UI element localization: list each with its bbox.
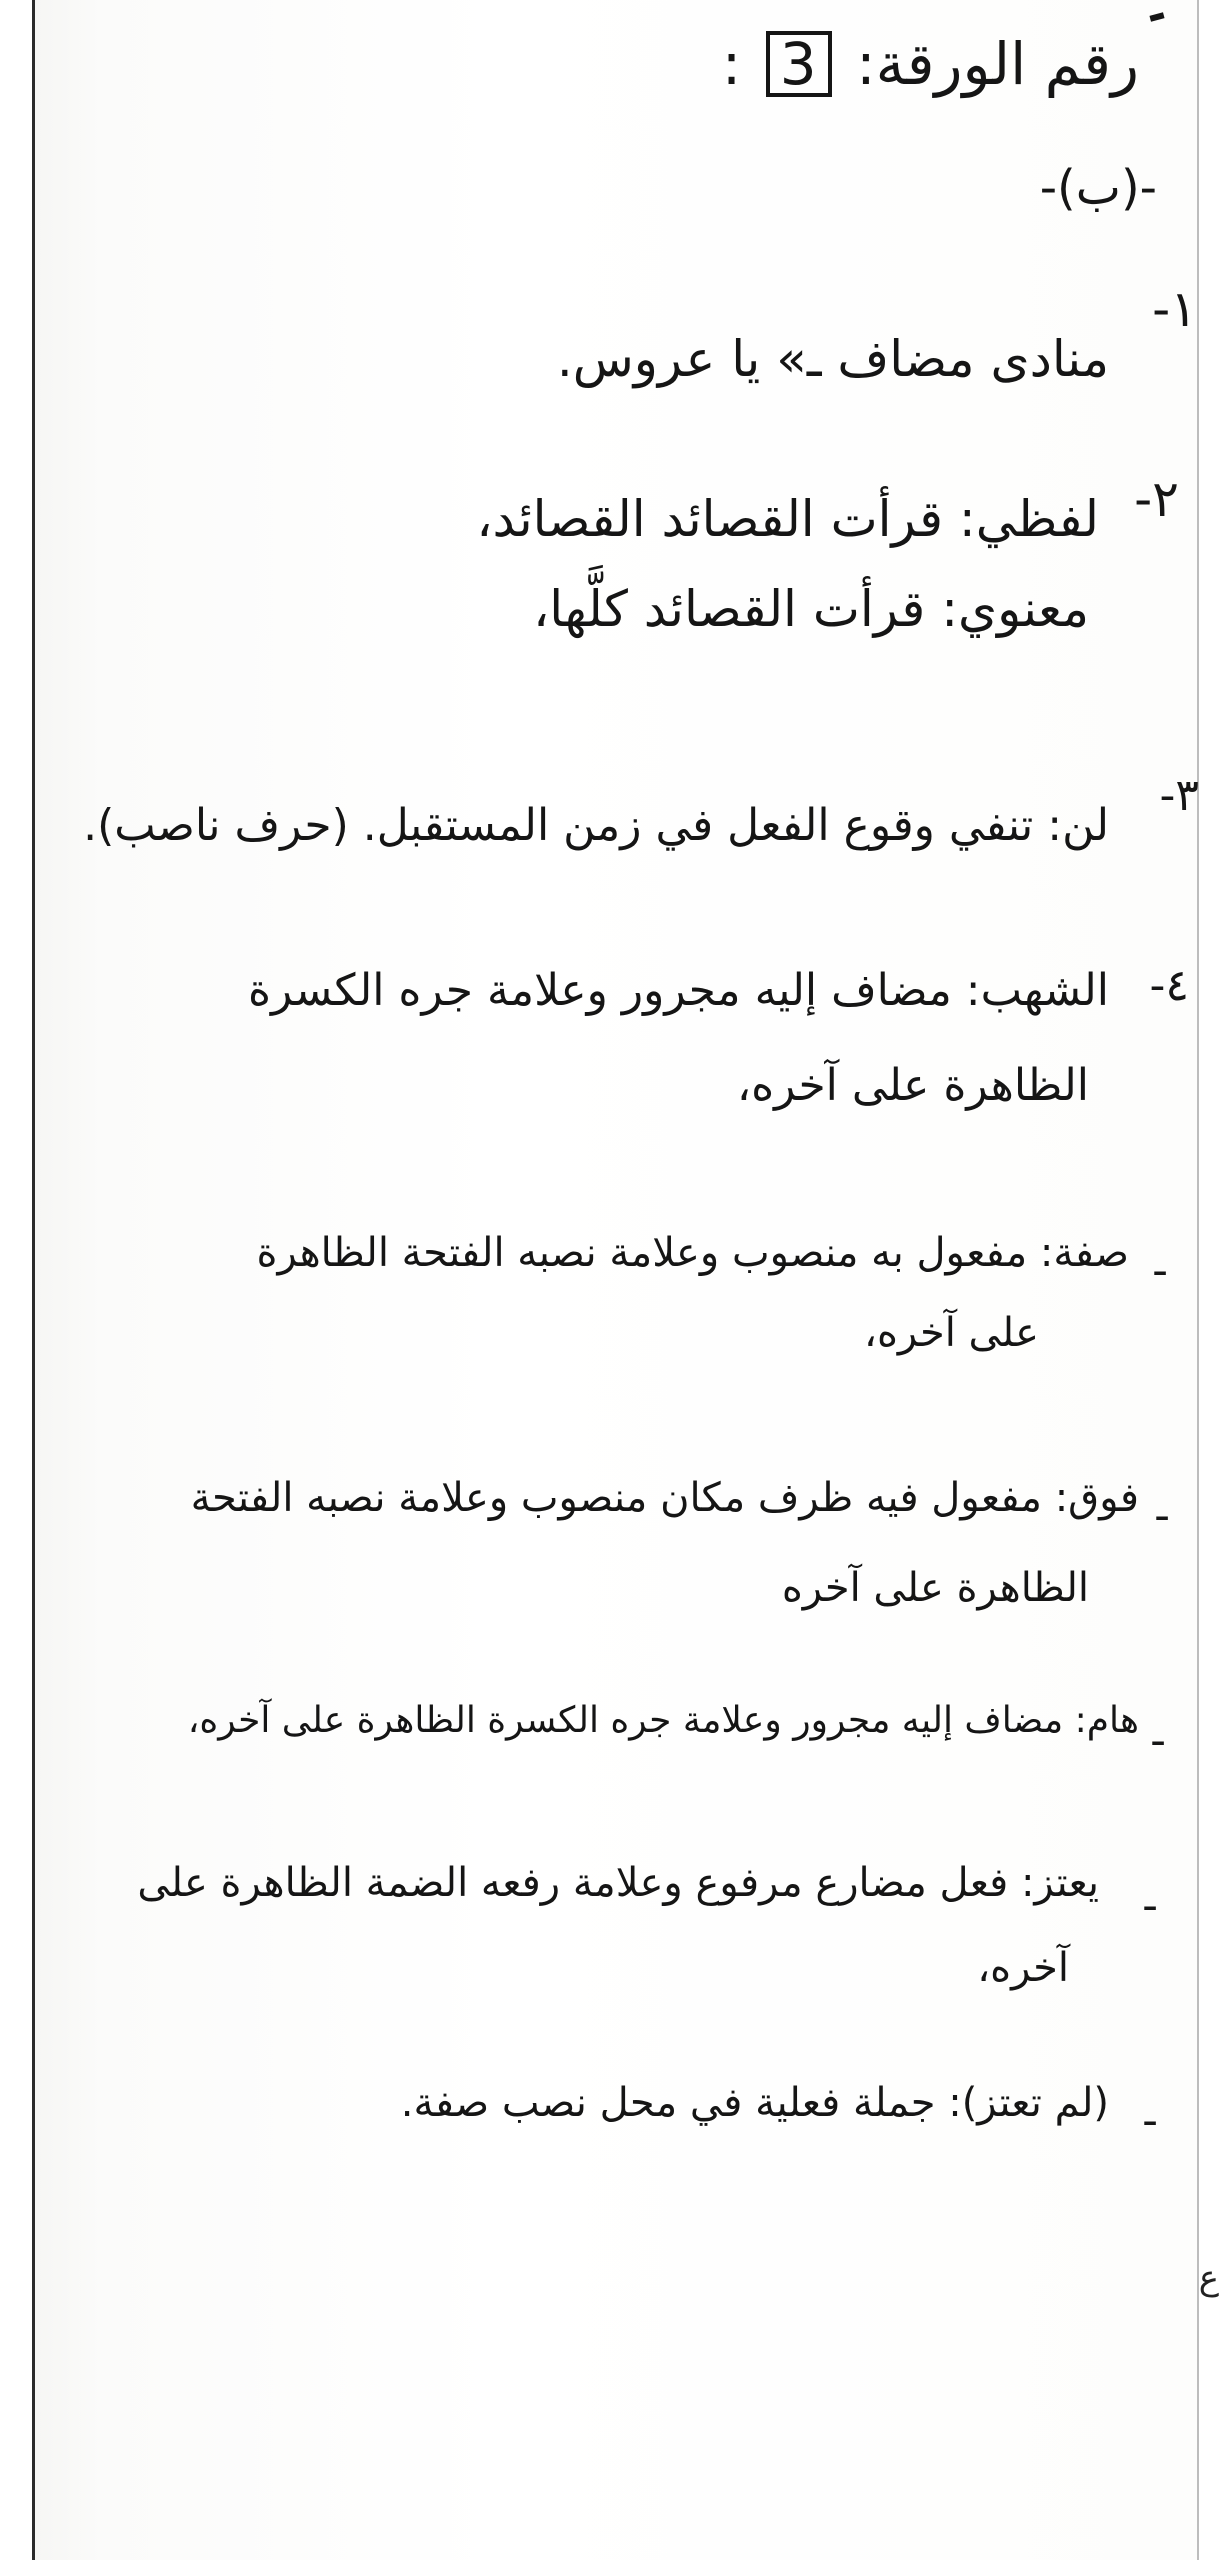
sheet-number-line bbox=[722, 30, 1139, 98]
item-7-text: هام: مضاف إليه مجرور وعلامة جره الكسرة الظاهرة على آخره، bbox=[187, 1700, 1139, 1741]
item-1-number: ١- bbox=[1152, 280, 1197, 338]
item-2-number: ٢- bbox=[1134, 470, 1179, 528]
item-3-text: لن: تنفي وقوع الفعل في زمن المستقبل. (حرف ناصب). bbox=[83, 800, 1109, 851]
paper-left-edge bbox=[32, 0, 35, 2560]
item-8-line-2: آخره، bbox=[977, 1945, 1069, 1991]
item-3-number: ٣- bbox=[1159, 770, 1199, 821]
item-6-line-1: فوق: مفعول فيه ظرف مكان منصوب وعلامة نصبه الفتحة bbox=[190, 1475, 1139, 1521]
paper-right-edge bbox=[1197, 0, 1199, 2560]
item-5-dash: - bbox=[1152, 1245, 1169, 1296]
item-2-verbal: لفظي: قرأت القصائد القصائد، bbox=[476, 490, 1099, 548]
sheet-number-box: 3 bbox=[766, 31, 832, 97]
sheet-number-suffix: : bbox=[721, 30, 742, 98]
item-8-dash: - bbox=[1142, 1880, 1159, 1931]
item-7-dash: - bbox=[1150, 1715, 1167, 1766]
item-6-dash: - bbox=[1154, 1490, 1171, 1541]
item-4-line-2: الظاهرة على آخره، bbox=[736, 1060, 1089, 1111]
item-6-line-2: الظاهرة على آخره bbox=[781, 1565, 1089, 1611]
item-5-line-2: على آخره، bbox=[864, 1310, 1039, 1356]
item-4-line-1: الشهب: مضاف إليه مجرور وعلامة جره الكسرة bbox=[247, 965, 1109, 1016]
edge-mark: ع bbox=[1198, 2258, 1219, 2298]
item-4-number: ٤- bbox=[1149, 960, 1189, 1011]
item-2-semantic: معنوي: قرأت القصائد كلَّها، bbox=[533, 580, 1089, 638]
item-8-line-1: يعتز: فعل مضارع مرفوع وعلامة رفعه الضمة الظاهرة على bbox=[137, 1860, 1099, 1906]
item-1-text: منادى مضاف ـ» يا عروس. bbox=[556, 330, 1109, 388]
sheet-number-label: رقم الورقة: bbox=[856, 30, 1139, 98]
item-5-line-1: صفة: مفعول به منصوب وعلامة نصبه الفتحة الظاهرة bbox=[256, 1230, 1129, 1276]
item-9-dash: - bbox=[1142, 2095, 1159, 2146]
section-label: -(ب)- bbox=[1039, 160, 1157, 216]
item-9-text: (لم تعتز): جملة فعلية في محل نصب صفة. bbox=[400, 2080, 1109, 2126]
